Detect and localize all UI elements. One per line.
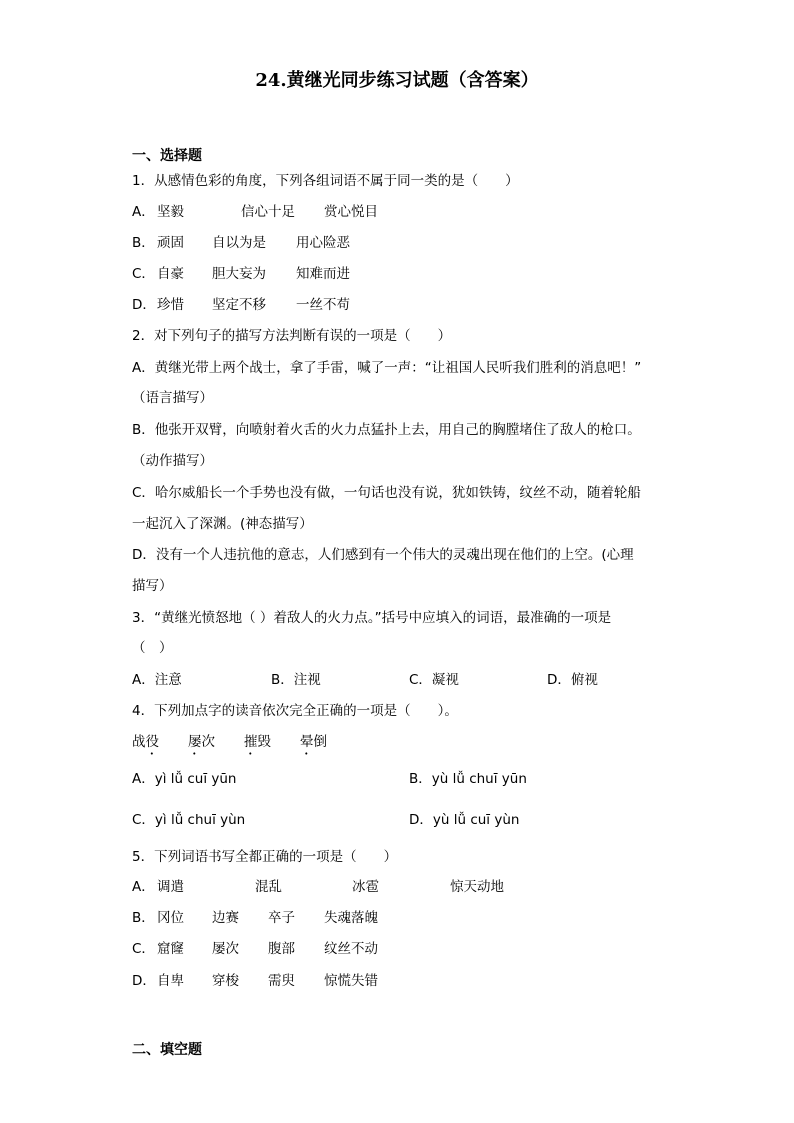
question-4-stem: 4．下列加点字的读音依次完全正确的一项是（ ）。 — [132, 703, 458, 719]
q5-option-a-word-4: 惊天动地 — [450, 879, 504, 895]
q5-option-c-label: C． — [132, 941, 155, 957]
q5-option-b-word-1: 冈位 — [157, 910, 184, 926]
q4-word-2: 屡次 — [188, 734, 215, 750]
q4-word-3: 摧毁 — [244, 734, 271, 750]
dotted-char: 役 — [145, 734, 159, 750]
q5-option-a-word-2: 混乱 — [255, 879, 282, 895]
q4-option-b: B．yù lǚ chuī yūn — [409, 771, 527, 787]
q5-option-a-word-3: 冰雹 — [352, 879, 379, 895]
q1-option-b-label: B． — [132, 235, 155, 251]
q1-option-b-word-2: 自以为是 — [212, 235, 266, 251]
q5-option-d-word-4: 惊慌失错 — [324, 973, 378, 989]
q1-option-d-word-3: 一丝不苟 — [296, 297, 350, 313]
q2-option-c: C．哈尔威船长一个手势也没有做，一句话也没有说，犹如铁铸，纹丝不动，随着轮船 — [132, 485, 641, 501]
section-heading-choice: 一、选择题 — [132, 148, 202, 164]
q1-option-a-word-2: 信心十足 — [241, 204, 295, 220]
q5-option-c-word-3: 腹部 — [268, 941, 295, 957]
q5-option-b-word-4: 失魂落魄 — [324, 910, 378, 926]
question-1-stem: 1．从感情色彩的角度，下列各组词语不属于同一类的是（ ） — [132, 173, 519, 189]
section-heading-fill-blank: 二、填空题 — [132, 1042, 202, 1058]
q1-option-b-word-3: 用心险恶 — [296, 235, 350, 251]
question-5-stem: 5．下列词语书写全都正确的一项是（ ） — [132, 849, 398, 865]
q2-option-d-cont: 描写） — [132, 578, 173, 594]
q1-option-d-label: D． — [132, 297, 156, 313]
q5-option-c-word-4: 纹丝不动 — [324, 941, 378, 957]
q1-option-c-word-1: 自豪 — [157, 266, 184, 282]
q5-option-b-word-3: 卒子 — [268, 910, 295, 926]
q1-option-c-word-2: 胆大妄为 — [212, 266, 266, 282]
question-3-stem-cont: （ ） — [132, 640, 173, 656]
q5-option-d-word-1: 自卑 — [157, 973, 184, 989]
q5-option-c-word-2: 屡次 — [212, 941, 239, 957]
q3-option-c: C．凝视 — [409, 672, 459, 688]
question-3-stem: 3．“黄继光愤怒地（ ）着敌人的火力点。”括号中应填入的词语，最准确的一项是 — [132, 610, 612, 626]
q5-option-d-label: D． — [132, 973, 156, 989]
q1-option-c-word-3: 知难而进 — [296, 266, 350, 282]
q5-option-d-word-3: 需臾 — [268, 973, 295, 989]
q5-option-b-word-2: 边赛 — [212, 910, 239, 926]
dotted-char: 屡 — [188, 734, 202, 750]
q4-option-a: A．yì lǚ cuī yūn — [132, 771, 237, 787]
q1-option-d-word-2: 坚定不移 — [212, 297, 266, 313]
q2-option-d: D．没有一个人违抗他的意志，人们感到有一个伟大的灵魂出现在他们的上空。(心理 — [132, 547, 634, 563]
q1-option-b-word-1: 顽固 — [157, 235, 184, 251]
q5-option-c-word-1: 窟窿 — [157, 941, 184, 957]
q5-option-d-word-2: 穿梭 — [212, 973, 239, 989]
dotted-char: 晕 — [300, 734, 314, 750]
q1-option-a-word-1: 坚毅 — [157, 204, 184, 220]
q2-option-b-note: （动作描写） — [132, 453, 213, 469]
q4-word-1: 战役 — [132, 734, 159, 750]
q4-word-4: 晕倒 — [300, 734, 327, 750]
q3-option-a: A．注意 — [132, 672, 182, 688]
q1-option-d-word-1: 珍惜 — [157, 297, 184, 313]
q1-option-a-label: A． — [132, 204, 155, 220]
q3-option-d: D．俯视 — [547, 672, 598, 688]
q1-option-c-label: C． — [132, 266, 155, 282]
dotted-char: 摧 — [244, 734, 258, 750]
page-title: 24.黄继光同步练习试题（含答案） — [255, 70, 539, 91]
q2-option-a-note: （语言描写） — [132, 390, 213, 406]
q2-option-b: B．他张开双臂，向喷射着火舌的火力点猛扑上去，用自己的胸膛堵住了敌人的枪口。 — [132, 422, 641, 438]
q4-option-c: C．yì lǚ chuī yùn — [132, 812, 246, 828]
q5-option-a-word-1: 调遣 — [157, 879, 184, 895]
q4-option-d: D．yù lǚ cuī yùn — [409, 812, 520, 828]
question-2-stem: 2．对下列句子的描写方法判断有误的一项是（ ） — [132, 328, 452, 344]
q2-option-c-cont: 一起沉入了深渊。(神态描写） — [132, 516, 313, 532]
q5-option-b-label: B． — [132, 910, 155, 926]
q3-option-b: B．注视 — [271, 672, 321, 688]
q5-option-a-label: A． — [132, 879, 155, 895]
q1-option-a-word-3: 赏心悦目 — [324, 204, 378, 220]
q2-option-a: A．黄继光带上两个战士，拿了手雷，喊了一声：“让祖国人民听我们胜利的消息吧！” — [132, 360, 642, 376]
